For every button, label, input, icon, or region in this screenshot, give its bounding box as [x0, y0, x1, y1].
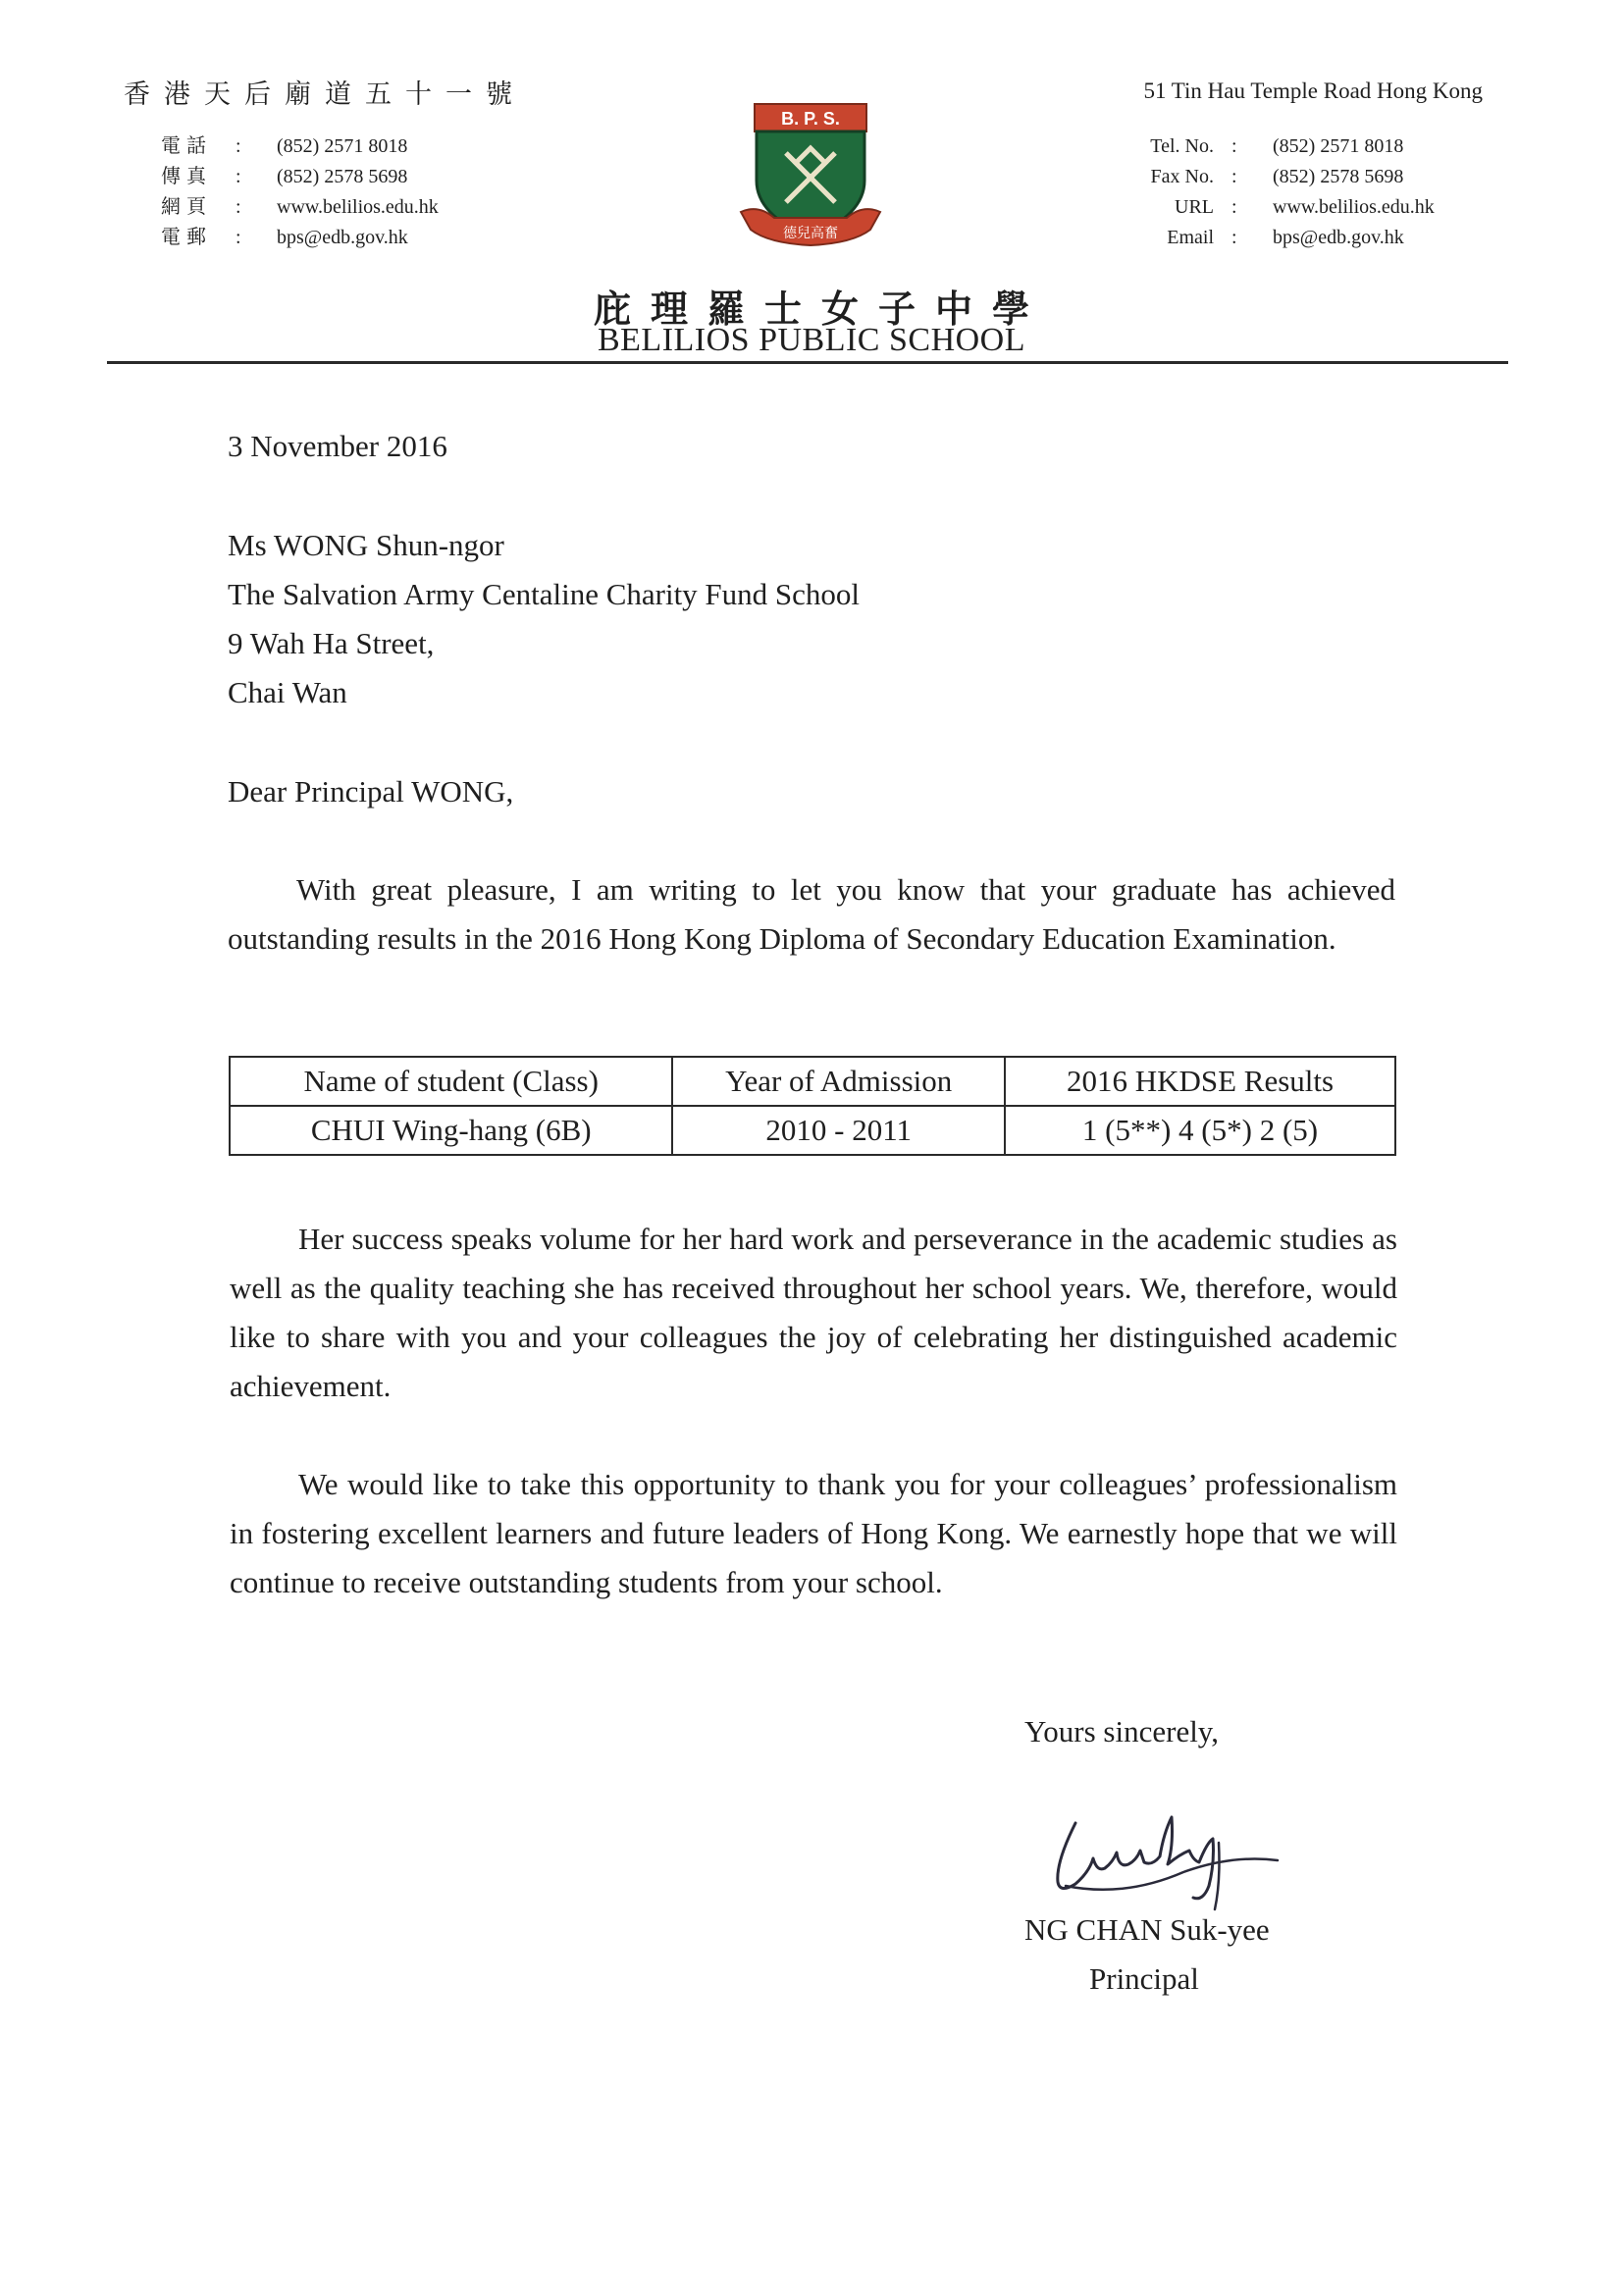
letter-date: 3 November 2016	[228, 429, 447, 463]
school-address-english: 51 Tin Hau Temple Road Hong Kong	[1143, 78, 1483, 103]
separator: :	[236, 135, 241, 157]
closing: Yours sincerely,	[1024, 1714, 1220, 1748]
salutation: Dear Principal WONG,	[228, 774, 514, 809]
results-cell: 1 (5**) 4 (5*) 2 (5)	[1005, 1106, 1395, 1155]
contact-value: www.belilios.edu.hk	[1273, 196, 1435, 218]
school-name-english: BELILIOS PUBLIC SCHOOL	[597, 322, 1026, 358]
contact-label: URL	[1175, 196, 1214, 218]
contact-row-email-zh	[161, 223, 439, 253]
contact-row-fax-zh	[161, 162, 439, 192]
contact-value: bps@edb.gov.hk	[1273, 227, 1404, 248]
school-address-chinese: 香港天后廟道五十一號	[124, 79, 526, 109]
separator: :	[236, 166, 241, 187]
recipient-address-block	[228, 521, 860, 717]
recipient-street: 9 Wah Ha Street,	[228, 626, 435, 660]
table-header-row	[230, 1057, 1395, 1106]
contact-row-tel	[1089, 131, 1435, 162]
admission-year-cell: 2010 - 2011	[672, 1106, 1005, 1155]
body-paragraph-2: Her success speaks volume for her hard work and perseverance in the academic studies as well as the quality teaching she has received throughout her school years. We, therefore, would like to share with you and your colleagues the joy of celebrating her distinguished academic achievement.	[230, 1222, 1397, 1403]
contact-value: bps@edb.gov.hk	[277, 227, 408, 248]
letterhead-divider	[107, 361, 1508, 364]
recipient-name: Ms WONG Shun-ngor	[228, 528, 504, 562]
school-name-chinese: 庇理羅士女子中學	[593, 289, 1049, 331]
table-header-cell: 2016 HKDSE Results	[1005, 1057, 1395, 1106]
contact-label: Tel. No.	[1150, 135, 1214, 157]
separator: :	[1231, 227, 1237, 248]
contact-value: (852) 2571 8018	[277, 135, 408, 157]
separator: :	[236, 196, 241, 218]
contact-label: 電郵	[161, 227, 212, 248]
contact-label: Fax No.	[1150, 166, 1214, 187]
contact-label: 電話	[161, 135, 212, 157]
separator: :	[1231, 166, 1237, 187]
crest-motto: 德兒高奮	[783, 226, 838, 241]
contact-value: www.belilios.edu.hk	[277, 196, 439, 218]
table-header-cell: Year of Admission	[672, 1057, 1005, 1106]
signature-icon	[1046, 1803, 1301, 1911]
signer-name: NG CHAN Suk-yee	[1024, 1912, 1270, 1947]
separator: :	[1231, 196, 1237, 218]
results-table	[229, 1056, 1396, 1156]
contact-value: (852) 2578 5698	[1273, 166, 1404, 187]
contact-row-fax	[1089, 162, 1435, 192]
table-row	[230, 1106, 1395, 1155]
contact-label: 網頁	[161, 196, 212, 218]
contact-info-english	[1089, 131, 1435, 253]
separator: :	[1231, 135, 1237, 157]
school-crest-logo	[735, 102, 886, 249]
separator: :	[236, 227, 241, 248]
contact-info-chinese	[161, 131, 439, 253]
contact-row-email	[1089, 223, 1435, 253]
recipient-school: The Salvation Army Centaline Charity Fund School	[228, 577, 861, 611]
body-paragraph-3: We would like to take this opportunity to thank you for your colleagues’ professionalism in fostering excellent learners and future leaders of Hong Kong. We earnestly hope that we will continue to receive outstanding students from your school.	[230, 1467, 1397, 1599]
table-header-cell: Name of student (Class)	[230, 1057, 672, 1106]
contact-label: Email	[1167, 227, 1214, 248]
handwritten-signature	[1046, 1803, 1301, 1911]
recipient-district: Chai Wan	[228, 675, 347, 709]
contact-row-url	[1089, 192, 1435, 223]
signer-title: Principal	[1089, 1961, 1199, 1996]
crest-initials: B. P. S.	[781, 109, 840, 129]
contact-row-url-zh	[161, 192, 439, 223]
body-paragraph-1: With great pleasure, I am writing to let you know that your graduate has achieved outstanding results in the 2016 Hong Kong Diploma of Secondary Education Examination.	[228, 872, 1395, 956]
crest-icon	[735, 102, 886, 249]
student-name-cell: CHUI Wing-hang (6B)	[230, 1106, 672, 1155]
contact-label: 傳真	[161, 166, 212, 187]
contact-value: (852) 2578 5698	[277, 166, 408, 187]
contact-row-tel-zh	[161, 131, 439, 162]
contact-value: (852) 2571 8018	[1273, 135, 1404, 157]
